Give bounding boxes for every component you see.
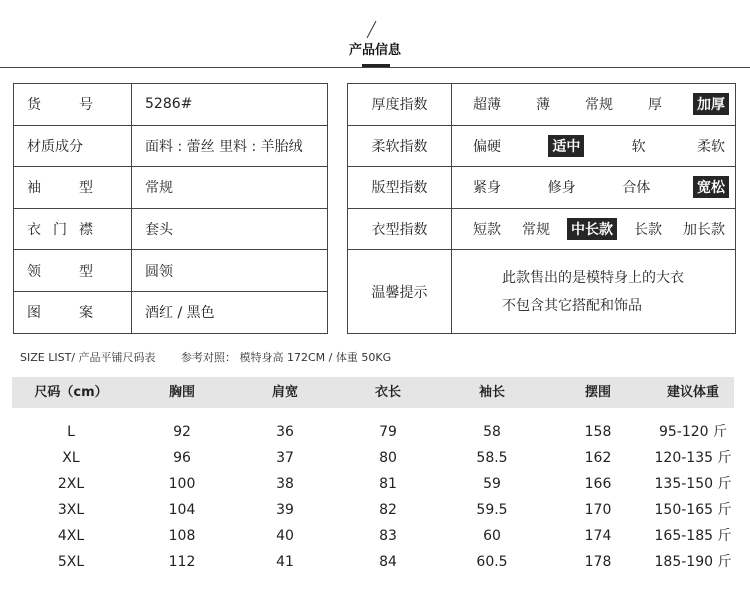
product-info-label-text: 袖 型: [27, 180, 93, 197]
product-info-row: [14, 250, 328, 292]
index-option: 软: [631, 138, 646, 155]
size-cell: 92: [173, 424, 191, 440]
size-cell: 112: [168, 554, 196, 570]
product-info-label: 材质成分: [14, 125, 132, 167]
size-row: [12, 445, 734, 471]
index-option: 修身: [547, 180, 576, 197]
size-cell: 185-190 斤: [654, 554, 732, 570]
size-cell: 96: [173, 450, 191, 466]
index-option: 常规: [522, 221, 550, 238]
size-header-cell: 尺码（cm）: [34, 385, 108, 400]
size-cell: 165-185 斤: [654, 528, 732, 544]
page-title: 产品信息: [348, 43, 401, 58]
size-header-cell: 建议体重: [666, 385, 719, 400]
index-options: [452, 176, 735, 198]
product-info-value: 圆领: [132, 250, 328, 292]
product-info-value: 酒红 / 黑色: [132, 291, 328, 333]
size-cell: 84: [379, 554, 397, 570]
index-options-cell: [452, 84, 736, 126]
product-info-label-text: 货 号: [27, 97, 93, 114]
index-option: 加长款: [683, 221, 725, 238]
product-info-label: [14, 208, 132, 250]
header-divider: [0, 67, 750, 68]
product-info-value: 面料 : 蕾丝 里料 : 羊胎绒: [132, 125, 328, 167]
product-info-row: [14, 208, 328, 250]
size-header-cell: 摆围: [584, 385, 611, 400]
tip-text: [452, 264, 735, 320]
size-header-cell: 袖长: [478, 385, 505, 400]
size-caption: [20, 349, 391, 365]
size-cell: 82: [379, 502, 397, 518]
index-options: [452, 135, 735, 157]
size-cell: 40: [276, 528, 294, 544]
size-cell: 170: [584, 502, 612, 518]
size-cell: 59: [483, 476, 501, 492]
index-label: 版型指数: [348, 167, 452, 209]
size-header-cell: 胸围: [168, 385, 195, 400]
size-cell: 120-135 斤: [654, 450, 732, 466]
size-cell: 83: [379, 528, 397, 544]
index-row: [348, 208, 736, 250]
tip-line: 不包含其它搭配和饰品: [502, 297, 642, 314]
product-info-label-text: 领 型: [27, 263, 93, 280]
size-header-cell: 肩宽: [271, 385, 298, 400]
index-option: 厚: [648, 97, 662, 114]
index-option: 常规: [585, 97, 613, 114]
index-option: 薄: [536, 97, 550, 114]
index-option: 紧身: [473, 180, 501, 197]
size-cell: 108: [168, 528, 196, 544]
index-options: [452, 93, 735, 115]
size-cell: 58: [483, 424, 501, 440]
title-slash-decoration: [367, 21, 377, 38]
size-cell: 100: [168, 476, 196, 492]
product-info-value: 套头: [132, 208, 328, 250]
product-index-table: [347, 83, 736, 334]
size-row: [12, 419, 734, 445]
size-cell: 5XL: [57, 554, 85, 570]
size-cell: 80: [379, 450, 397, 466]
index-row: [348, 84, 736, 126]
size-cell: 135-150 斤: [654, 476, 732, 492]
size-cell: 41: [276, 554, 294, 570]
tip-label: 温馨提示: [348, 250, 452, 334]
index-option: 合体: [622, 180, 651, 197]
model-reference: 参考对照： 模特身高 172CM / 体重 50KG: [181, 351, 392, 364]
index-option: 偏硬: [473, 138, 501, 155]
product-info-value: 5286#: [132, 84, 328, 126]
size-row: [12, 523, 734, 549]
index-option-selected: 适中: [548, 135, 584, 157]
size-row: [12, 497, 734, 523]
index-options-cell: [452, 125, 736, 167]
size-table-header: [12, 377, 734, 408]
header-underline-mark: [362, 64, 390, 67]
product-info-label: [14, 84, 132, 126]
size-cell: 39: [276, 502, 294, 518]
product-info-row: [14, 167, 328, 209]
size-cell: 2XL: [57, 476, 85, 492]
product-info-label: [14, 291, 132, 333]
size-cell: 3XL: [57, 502, 85, 518]
size-cell: 60.5: [476, 554, 508, 570]
size-cell: 59.5: [476, 502, 508, 518]
product-info-table: [13, 83, 328, 334]
size-cell: 178: [584, 554, 612, 570]
tip-line: 此款售出的是模特身上的大衣: [502, 269, 684, 286]
size-row: [12, 471, 734, 497]
index-option-selected: 加厚: [693, 93, 729, 115]
index-row: [348, 167, 736, 209]
index-options: [452, 218, 735, 240]
tip-row: [348, 250, 736, 334]
index-label: 柔软指数: [348, 125, 452, 167]
size-row: [12, 549, 734, 575]
index-options-cell: [452, 208, 736, 250]
product-info-row: [14, 125, 328, 167]
index-label: 衣型指数: [348, 208, 452, 250]
index-label: 厚度指数: [348, 84, 452, 126]
size-cell: 104: [168, 502, 196, 518]
size-cell: 162: [584, 450, 612, 466]
size-cell: 150-165 斤: [654, 502, 732, 518]
index-option: 超薄: [473, 97, 501, 114]
product-info-label-text: 图 案: [27, 305, 93, 322]
index-options-cell: [452, 167, 736, 209]
index-option: 柔软: [696, 138, 725, 155]
size-cell: 95-120 斤: [658, 424, 728, 440]
size-header-cell: 衣长: [374, 385, 401, 400]
size-list-label: SIZE LIST/ 产品平铺尺码表: [20, 351, 156, 364]
product-info-label: [14, 167, 132, 209]
size-cell: L: [67, 424, 75, 440]
size-cell: 36: [276, 424, 294, 440]
size-cell: 37: [276, 450, 294, 466]
index-option: 短款: [473, 221, 501, 238]
product-info-value: 常规: [132, 167, 328, 209]
index-option-selected: 中长款: [567, 218, 617, 240]
size-cell: 166: [584, 476, 612, 492]
product-info-label-text: 衣 门 襟: [27, 222, 93, 239]
size-cell: XL: [62, 450, 80, 466]
size-cell: 58.5: [476, 450, 508, 466]
index-option: 长款: [634, 221, 662, 238]
size-cell: 81: [379, 476, 397, 492]
product-info-row: [14, 84, 328, 126]
size-cell: 158: [584, 424, 612, 440]
index-option-selected: 宽松: [693, 176, 729, 198]
size-cell: 4XL: [57, 528, 85, 544]
index-row: [348, 125, 736, 167]
product-info-label: [14, 250, 132, 292]
size-cell: 60: [483, 528, 501, 544]
product-info-row: [14, 291, 328, 333]
size-cell: 174: [584, 528, 612, 544]
tip-content: [452, 250, 736, 334]
size-cell: 79: [379, 424, 397, 440]
size-cell: 38: [276, 476, 294, 492]
